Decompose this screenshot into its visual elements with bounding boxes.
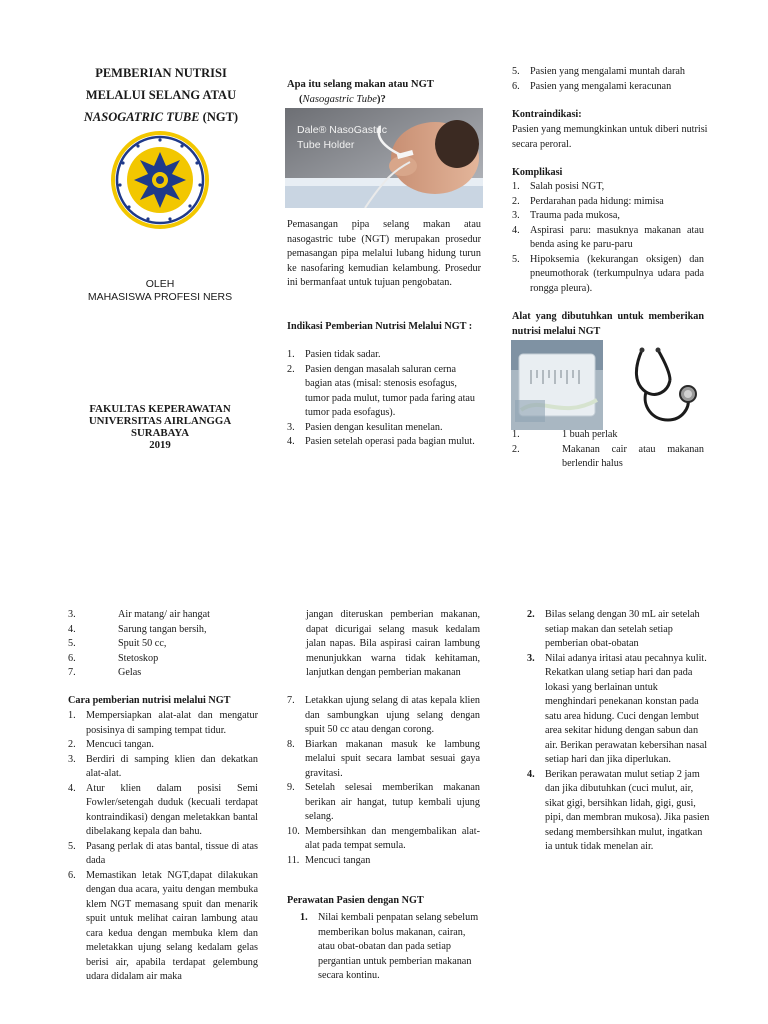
alat-item — [68, 623, 258, 638]
oleh-label: OLEH — [145, 278, 175, 290]
list-number: 4. — [512, 224, 520, 236]
list-text: Trauma pada mukosa, — [530, 210, 620, 221]
alat-list-continued — [68, 608, 258, 681]
city-name: SURABAYA — [130, 427, 189, 439]
list-number: 1. — [68, 710, 76, 721]
ngt-intro-paragraph: Pemasangan pipa selang makan atau nasogastric tube (NGT) merupakan prosedur pemasangan pipa melalui lubang hidung turun ke nasofaring kemudian kelambung. Prosedur ini bermanfaat untuk tujuan pengobatan. — [287, 219, 481, 288]
alat-item — [68, 637, 258, 652]
list-number: 7. — [68, 667, 76, 678]
list-text: Makanan cair atau makanan berlendir halus — [562, 443, 704, 469]
cara-step — [68, 738, 258, 753]
indikasi-item — [512, 80, 712, 95]
list-text: Letakkan ujung selang di atas kepala klien dan sambungkan ujung selang dengan spuit 50 cc atau dengan corong. — [305, 695, 480, 735]
list-text: Nilai adanya iritasi atau pecahnya kulit. Rekatkan ulang setiap hari dan pada lokasi yang berlainan untuk menghindari penekanan konstan pada satu area hidung. Cuci dengan lembut area sekitar hidung dengan sabun dan air. Berikan perawatan kebersihan nasal setiap hari dan jika diperlukan. — [545, 652, 708, 765]
question-italic: Nasogastric Tube — [302, 93, 377, 105]
alat-item — [68, 666, 258, 681]
list-number: 5. — [68, 840, 76, 852]
list-text: Pasien tidak sadar. — [305, 349, 381, 360]
photo-caption-1: Dale® NasoGastric — [297, 124, 388, 136]
list-number: 9. — [287, 782, 295, 793]
alat-item — [512, 428, 704, 443]
photo-caption-2: Tube Holder — [297, 139, 355, 151]
indikasi-item — [287, 421, 481, 436]
title-suffix: (NGT) — [199, 110, 239, 124]
alat-list — [512, 428, 704, 472]
list-text: Atur klien dalam posisi Semi Fowler/setengah duduk (kecuali terdapat kontraindikasi) dengan meletakkan bantal dibelakang kepala dan bahu. — [86, 782, 258, 837]
author-name: MAHASISWA PROFESI NERS — [87, 291, 233, 303]
perawatan-step — [527, 652, 711, 768]
list-number: 7. — [287, 695, 295, 706]
list-text: Air matang/ air hangat — [118, 609, 210, 620]
title-line-3 — [68, 106, 254, 128]
list-number: 3. — [527, 652, 535, 664]
indikasi-list-continued — [512, 65, 712, 94]
list-text: Sarung tangan bersih, — [118, 623, 207, 635]
list-text: Hipoksemia (kekurangan oksigen) dan pneumothorak (terkumpulnya udara pada rongga pleura). — [530, 253, 704, 294]
komplikasi-item — [512, 253, 704, 297]
list-text: Pasang perlak di atas bantal, tissue di atas dada — [86, 840, 258, 866]
list-text: Gelas — [118, 667, 142, 678]
list-number: 2. — [527, 609, 535, 620]
perawatan-step — [300, 911, 480, 984]
cara-step — [287, 694, 480, 738]
indikasi-item — [287, 348, 481, 363]
komplikasi-heading: Komplikasi — [512, 167, 563, 178]
list-number: 4. — [527, 768, 535, 780]
cara-step — [287, 854, 480, 869]
title-italic: NASOGATRIC TUBE — [83, 110, 200, 124]
komplikasi-item — [512, 180, 704, 195]
list-text: Salah posisi NGT, — [530, 181, 605, 192]
year: 2019 — [149, 439, 171, 451]
cara-step — [68, 869, 258, 985]
list-number: 3. — [512, 210, 520, 221]
cara-list — [68, 709, 258, 985]
cara-step — [287, 825, 480, 854]
indikasi-item — [287, 435, 481, 450]
list-number: 1. — [512, 429, 520, 440]
kontraindikasi-heading: Kontraindikasi: — [512, 109, 582, 120]
list-text: Pasien yang mengalami muntah darah — [530, 66, 686, 77]
indikasi-item — [512, 65, 712, 80]
komplikasi-item — [512, 209, 704, 224]
stethoscope-image — [612, 344, 706, 428]
title-line-1: PEMBERIAN NUTRISI — [95, 66, 227, 80]
komplikasi-item — [512, 224, 704, 253]
list-number: 2. — [512, 443, 520, 455]
kontraindikasi-text: Pasien yang memungkinkan untuk diberi nutrisi secara peroral. — [512, 124, 708, 150]
ngt-patient-photo — [285, 108, 483, 208]
list-number: 2. — [512, 195, 520, 207]
list-text: Pasien dengan kesulitan menelan. — [305, 421, 443, 433]
list-number: 11. — [287, 854, 300, 866]
list-text: Bilas selang dengan 30 mL air setelah setiap makan dan setelah setiap pemberian obat-obatan — [545, 609, 700, 649]
list-number: 6. — [68, 652, 76, 664]
list-number: 5. — [512, 66, 520, 77]
list-number: 2. — [287, 363, 295, 375]
cara-continued-text: jangan diteruskan pemberian makanan, dapat dicurigai selang masuk kedalam jalan napas. Bila aspirasi cairan lambung menunjukkan warna tidak kehitaman, lanjutkan dengan pemberian makanan — [306, 609, 480, 678]
perawatan-heading: Perawatan Pasien dengan NGT — [287, 895, 424, 906]
list-text: Spuit 50 cc, — [118, 638, 167, 649]
list-number: 4. — [68, 782, 76, 794]
list-text: Biarkan makanan masuk ke lambung melalui spuit secara lambat sesuai gaya gravitasi. — [305, 738, 480, 779]
alat-item — [512, 443, 704, 472]
list-number: 6. — [68, 869, 76, 881]
list-text: Mempersiapkan alat-alat dan mengatur posisinya di samping tempat tidur. — [86, 710, 258, 736]
indikasi-heading: Indikasi Pemberian Nutrisi Melalui NGT : — [287, 321, 473, 332]
question-line-2: (Nasogastric Tube)? — [299, 93, 386, 105]
institution-block — [60, 403, 260, 451]
list-text: 1 buah perlak — [562, 429, 618, 440]
cara-step — [68, 782, 258, 840]
what-is-ngt-heading — [287, 78, 483, 107]
cara-step — [68, 753, 258, 782]
list-number: 2. — [68, 739, 76, 750]
alat-heading: Alat yang dibutuhkan untuk memberikan nutrisi melalui NGT — [512, 311, 704, 337]
list-text: Nilai kembali penpatan selang sebelum memberikan bolus makanan, cairan, atau obat-obatan dan pada setiap pergantian untuk pemberian makanan secara kontinu. — [318, 912, 479, 981]
list-text: Perdarahan pada hidung: mimisa — [530, 195, 664, 207]
list-text: Aspirasi paru: masuknya makanan atau benda asing ke paru-paru — [530, 224, 704, 250]
list-text: Setelah selesai memberikan makanan berikan air hangat, tutup kembali ujung selang. — [305, 782, 480, 822]
indikasi-item — [287, 363, 481, 421]
list-text: Berdiri di samping klien dan dekatkan alat-alat. — [86, 753, 258, 779]
perawatan-list-continued — [527, 608, 711, 855]
question-line-1: Apa itu selang makan atau NGT — [287, 79, 434, 90]
list-text: Berikan perawatan mulut setiap 2 jam dan jika dibutuhkan (cuci mulut, air, sikat gigi, bersihkan lidah, gigi, gusi, pipi, dan membran mukosa). Jika pasien sedang membersihkan mulut, ingatkan ia untuk tidak menelan air. — [545, 768, 710, 852]
perawatan-list — [300, 911, 480, 984]
list-number: 8. — [287, 738, 295, 750]
alat-item — [68, 608, 258, 623]
list-number: 5. — [512, 253, 520, 265]
list-number: 1. — [512, 181, 520, 192]
cara-step — [287, 738, 480, 782]
list-number: 10. — [287, 825, 300, 837]
komplikasi-list — [512, 180, 704, 296]
list-number: 1. — [287, 349, 295, 360]
university-name: UNIVERSITAS AIRLANGGA — [88, 415, 232, 427]
list-number: 1. — [300, 912, 308, 923]
title-line-2: MELALUI SELANG ATAU — [85, 88, 237, 102]
list-text: Membersihkan dan mengembalikan alat-alat pada tempat semula. — [305, 825, 480, 851]
list-text: Stetoskop — [118, 652, 159, 664]
list-number: 5. — [68, 638, 76, 649]
komplikasi-item — [512, 195, 704, 210]
list-text: Mencuci tangan. — [86, 739, 154, 750]
cara-heading: Cara pemberian nutrisi melalui NGT — [68, 695, 231, 706]
cara-step — [68, 709, 258, 738]
faculty-name: FAKULTAS KEPERAWATAN — [89, 403, 231, 415]
list-number: 4. — [68, 623, 76, 635]
brochure-title — [68, 62, 254, 128]
author-block — [50, 278, 270, 304]
cara-step — [68, 840, 258, 869]
list-text: Pasien dengan masalah saluran cerna bagian atas (misal: stenosis esofagus, tumor pada mulut, tumor pada faring atau tumor pada esofagus). — [305, 363, 476, 418]
indikasi-list — [287, 348, 481, 450]
perawatan-step — [527, 768, 711, 855]
cara-step — [287, 781, 480, 825]
university-seal-logo — [110, 130, 210, 230]
alat-item — [68, 652, 258, 667]
list-text: Mencuci tangan — [305, 854, 371, 866]
list-number: 4. — [287, 436, 295, 447]
list-number: 3. — [68, 753, 76, 765]
list-text: Memastikan letak NGT,dapat dilakukan dengan dua acara, yaitu dengan membuka klem NGT memasang spuit dan menarik spuit untuk melihat cairan lambung atau cara kedua dengan membuka klem dan meletakkan ujung selang kedalam gelas berisi air, apabila terdapat gelembung udara didalam air maka — [86, 869, 258, 982]
ngt-tube-photo — [511, 340, 603, 430]
list-number: 6. — [512, 80, 520, 92]
cara-list-continued — [287, 694, 480, 868]
list-text: Pasien setelah operasi pada bagian mulut. — [305, 436, 475, 447]
list-number: 3. — [68, 609, 76, 620]
list-number: 3. — [287, 421, 295, 433]
perawatan-step — [527, 608, 711, 652]
list-text: Pasien yang mengalami keracunan — [530, 80, 672, 92]
